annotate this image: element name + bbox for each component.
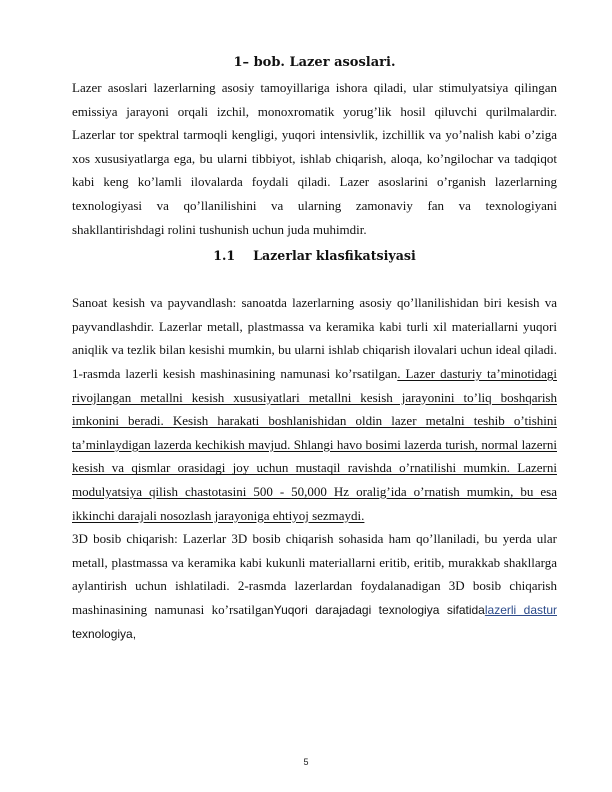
printing-paragraph xyxy=(72,527,557,647)
cutting-paragraph xyxy=(72,291,557,527)
printing-tail-text: Yuqori darajadagi texnologiya sifatida xyxy=(273,602,485,617)
printing-text: 3D bosib chiqarish: Lazerlar 3D bosib chiqarish sohasida ham qo’llaniladi, bu yerda ular metall, plastmassa va keramika kabi kukunli materiallarni eritib, eritib, murakkab shakllarga aylantirish uchun ishlatiladi. 2-rasmda lazerlardan foydalanadigan 3D bosib chiqarish mashinasining namunasi ko’rsatilgan xyxy=(72,531,557,617)
document-page xyxy=(72,54,557,647)
section-number: 1.1 xyxy=(213,248,236,264)
section-heading xyxy=(72,247,557,265)
chapter-title: 1– bob. Lazer asoslari. xyxy=(233,55,396,70)
cutting-text: Sanoat kesish va payvandlash: sanoatda lazerlarning asosiy qo’llanilishidan biri kesish va payvandlashdir. Lazerlar metall, plastmassa va keramika kabi turli xil materiallarni yuqori aniqlik va tezlik bilan kesishi mumkin, bu ularni ishlab chiqarish ilovalari uchun ideal qiladi. 1-rasmda lazerli kesish mashinasining namunasi ko’rsatilgan xyxy=(72,295,557,381)
cutting-underlined-text: . Lazer dasturiy ta’minotidagi rivojlangan metallni kesish xususiyatlari metallni kesish jarayonini to’liq boshqarish imkonini beradi. Kesish harakati boshlanishidan oldin lazer metalni teshib o’tishini ta’minlaydigan lazerda kechikish mavjud. Shlangi havo bosimi lazerda turish, normal lazerni kesish va qismlar orasidagi joy uchun mustaqil ravishda o’rnatilishi mumkin. Lazerni modulyatsiya qilish chastotasini 500 - 50,000 Hz oralig’ida o’rnatish mumkin, bu esa ikkinchi darajali nosozlash jarayoniga ehtiyoj sezmaydi. xyxy=(72,365,557,523)
page-number: 5 xyxy=(303,757,309,767)
printing-tail-after-link: texnologiya, xyxy=(72,627,137,642)
section-title: Lazerlar klasfikatsiyasi xyxy=(253,248,416,264)
laser-software-link[interactable]: lazerli dastur xyxy=(484,602,557,617)
intro-paragraph: Lazer asoslari lazerlarning asosiy tamoyillariga ishora qiladi, ular stimulyatsiya qilingan emissiya jarayoni orqali izchil, monoxromatik yorug’lik hosil qiluvchi qurilmalardir. Lazerlar tor spektral tarmoqli kengligi, yuqori intensivlik, izchillik va yo’nalish kabi o’ziga xos xususiyatlarga ega, bu ularni tibbiyot, ishlab chiqarish, aloqa, ko’ngilochar va tadqiqot kabi keng ko’lamli ilovalarda foydali qiladi. Lazer asoslarini o’rganish lazerlarning texnologiyasi va qo’llanilishini va ularning zamonaviy fan va texnologiyani shakllantirishdagi rolini tushunish uchun juda muhimdir. xyxy=(72,80,557,237)
